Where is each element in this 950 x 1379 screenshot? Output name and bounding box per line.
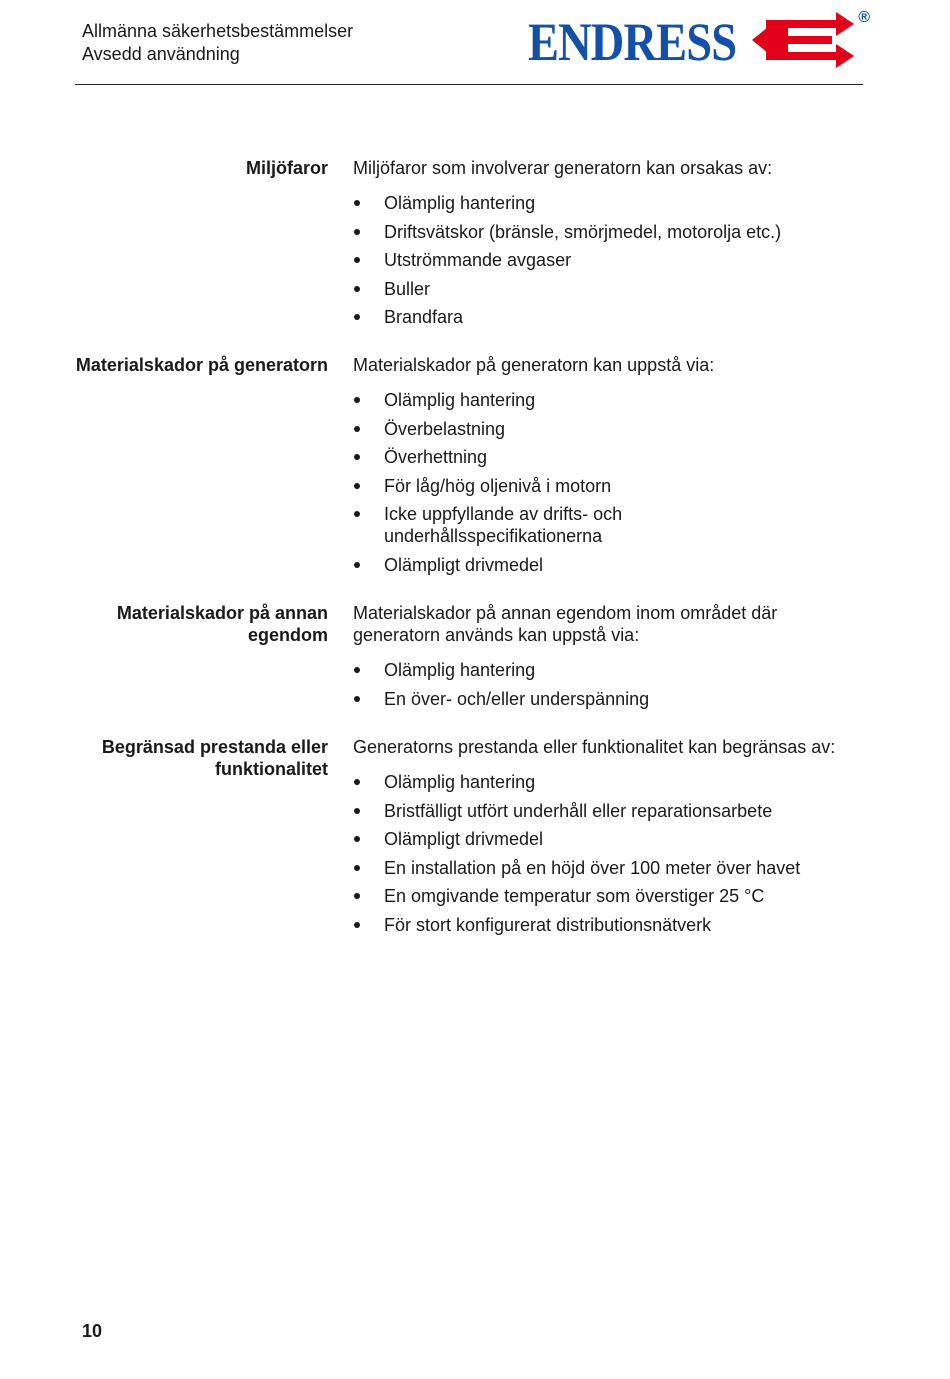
list-item: En installation på en höjd över 100 meter över havet <box>353 857 873 879</box>
header-chapter: Allmänna säkerhetsbestämmelser <box>82 21 354 41</box>
section-title: Miljöfaror <box>245 158 328 178</box>
header-section: Avsedd användning <box>82 44 240 64</box>
section-intro: Materialskador på generatorn kan uppstå via: <box>353 355 715 375</box>
header-divider <box>75 84 863 85</box>
page-header <box>82 20 353 66</box>
list-item: Utströmmande avgaser <box>353 249 873 271</box>
page-number: 10 <box>82 1321 103 1341</box>
list-item: Olämplig hantering <box>353 771 873 793</box>
section-body <box>353 736 873 942</box>
section-intro: Materialskador på annan egendom inom området där generatorn används kan uppstå via: <box>353 603 778 645</box>
bullet-list <box>353 192 873 328</box>
endress-logo <box>528 8 872 70</box>
bullet-list <box>353 659 873 710</box>
bullet-list <box>353 771 873 936</box>
section-title: Begränsad prestanda eller funktionalitet <box>101 737 328 779</box>
logo-wordmark: ENDRESS <box>528 12 737 72</box>
list-item: Olämplig hantering <box>353 389 873 411</box>
section-body <box>353 354 873 582</box>
bullet-list <box>353 389 873 576</box>
list-item: Icke uppfyllande av drifts- och underhållsspecifikationerna <box>353 503 873 547</box>
list-item: För låg/hög oljenivå i motorn <box>353 475 873 497</box>
list-item: Brandfara <box>353 306 873 328</box>
section-title: Materialskador på generatorn <box>75 355 328 375</box>
list-item: Buller <box>353 278 873 300</box>
list-item: En över- och/eller underspänning <box>353 688 873 710</box>
list-item: Överhettning <box>353 446 873 468</box>
list-item: Olämplig hantering <box>353 192 873 214</box>
section-body <box>353 602 873 716</box>
list-item: För stort konfigurerat distributionsnätverk <box>353 914 873 936</box>
list-item: Olämplig hantering <box>353 659 873 681</box>
registered-mark: ® <box>858 9 870 26</box>
list-item: Överbelastning <box>353 418 873 440</box>
logo-arrows-icon <box>750 10 872 70</box>
list-item: Olämpligt drivmedel <box>353 828 873 850</box>
list-item: Olämpligt drivmedel <box>353 554 873 576</box>
section-intro: Miljöfaror som involverar generatorn kan orsakas av: <box>353 158 773 178</box>
list-item: Bristfälligt utfört underhåll eller reparationsarbete <box>353 800 873 822</box>
list-item: Driftsvätskor (bränsle, smörjmedel, motorolja etc.) <box>353 221 873 243</box>
section-intro: Generatorns prestanda eller funktionalitet kan begränsas av: <box>353 737 836 757</box>
section-body <box>353 157 873 335</box>
list-item: En omgivande temperatur som överstiger 25 °C <box>353 885 873 907</box>
section-title: Materialskador på annan egendom <box>116 603 328 645</box>
